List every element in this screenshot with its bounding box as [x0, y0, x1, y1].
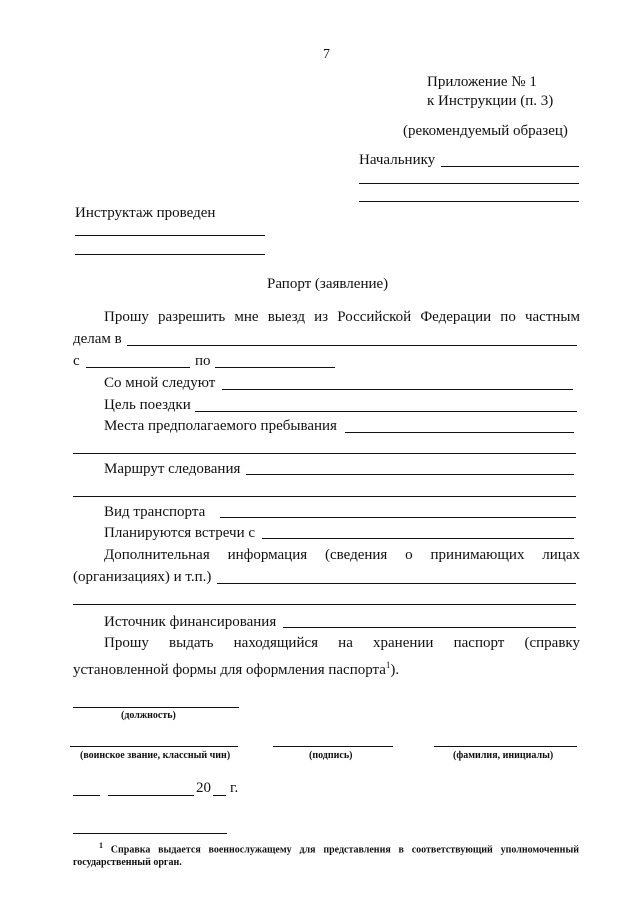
- position-field[interactable]: [73, 707, 239, 708]
- companions-label: Со мной следуют: [104, 375, 216, 391]
- route-field-2[interactable]: [73, 496, 576, 497]
- name-caption: (фамилия, инициалы): [453, 750, 554, 761]
- companions-field[interactable]: [222, 389, 573, 390]
- extra-info-line-2: (организациях) и т.п.): [73, 569, 212, 585]
- date-month-field[interactable]: [108, 795, 194, 796]
- footnote-separator: [73, 833, 227, 834]
- purpose-field[interactable]: [195, 411, 577, 412]
- extra-info-field[interactable]: [217, 583, 576, 584]
- addressee-label: Начальнику: [359, 152, 436, 168]
- rank-caption: (воинское звание, классный чин): [80, 750, 231, 761]
- signature-field[interactable]: [273, 746, 393, 747]
- route-label: Маршрут следования: [104, 461, 241, 477]
- funding-label: Источник финансирования: [104, 614, 277, 630]
- to-date-label: по: [195, 353, 211, 369]
- to-date-field[interactable]: [215, 367, 335, 368]
- addressee-line-2[interactable]: [359, 183, 579, 184]
- date-year-suffix: г.: [230, 780, 239, 796]
- document-title: Рапорт (заявление): [267, 276, 389, 292]
- position-caption: (должность): [121, 710, 176, 721]
- briefing-label: Инструктаж проведен: [75, 205, 216, 221]
- date-year-prefix: 20: [196, 780, 211, 796]
- route-field[interactable]: [246, 474, 574, 475]
- purpose-label: Цель поездки: [104, 397, 191, 413]
- destination-field[interactable]: [127, 345, 577, 346]
- meetings-label: Планируются встречи с: [104, 525, 256, 541]
- extra-info-line-1: Дополнительная информация (сведения о принимающих лицах: [104, 547, 580, 563]
- meetings-field[interactable]: [262, 538, 574, 539]
- request-text-line-1: Прошу разрешить мне выезд из Российской Федерации по частным: [104, 309, 580, 325]
- appendix-title: Приложение № 1: [427, 74, 537, 90]
- transport-label: Вид транспорта: [104, 504, 206, 520]
- footnote-text-block: [73, 839, 579, 869]
- addressee-line-3[interactable]: [359, 201, 579, 202]
- rank-field[interactable]: [70, 746, 238, 747]
- destination-label: делам в: [73, 331, 122, 347]
- transport-field[interactable]: [220, 517, 576, 518]
- from-date-label: с: [73, 353, 80, 369]
- addressee-line-1[interactable]: [441, 166, 579, 167]
- stay-places-field-2[interactable]: [73, 453, 576, 454]
- passport-request-tail: ).: [390, 662, 400, 678]
- sample-note: (рекомендуемый образец): [403, 123, 568, 139]
- briefing-line-1[interactable]: [75, 235, 265, 236]
- passport-request-line-1: Прошу выдать находящийся на хранении паспорт (справку: [104, 635, 580, 651]
- from-date-field[interactable]: [86, 367, 190, 368]
- signature-caption: (подпись): [309, 750, 353, 761]
- name-field[interactable]: [434, 746, 577, 747]
- passport-request-line-2: [73, 656, 399, 679]
- page-number: 7: [323, 47, 330, 62]
- stay-places-label: Места предполагаемого пребывания: [104, 418, 337, 434]
- extra-info-field-2[interactable]: [73, 604, 576, 605]
- briefing-line-2[interactable]: [75, 254, 265, 255]
- date-year-field[interactable]: [213, 795, 226, 796]
- stay-places-field[interactable]: [345, 432, 574, 433]
- footnote-mark: 1: [99, 841, 103, 850]
- appendix-reference: к Инструкции (п. 3): [427, 93, 554, 109]
- footnote-text: Справка выдается военнослужащему для представления в соответствующий уполномоченный государственный орган.: [73, 844, 580, 869]
- passport-request-text: установленной формы для оформления паспорта: [73, 662, 386, 678]
- footnote-reference: 1: [385, 660, 391, 670]
- date-day-field[interactable]: [73, 795, 100, 796]
- funding-field[interactable]: [283, 627, 576, 628]
